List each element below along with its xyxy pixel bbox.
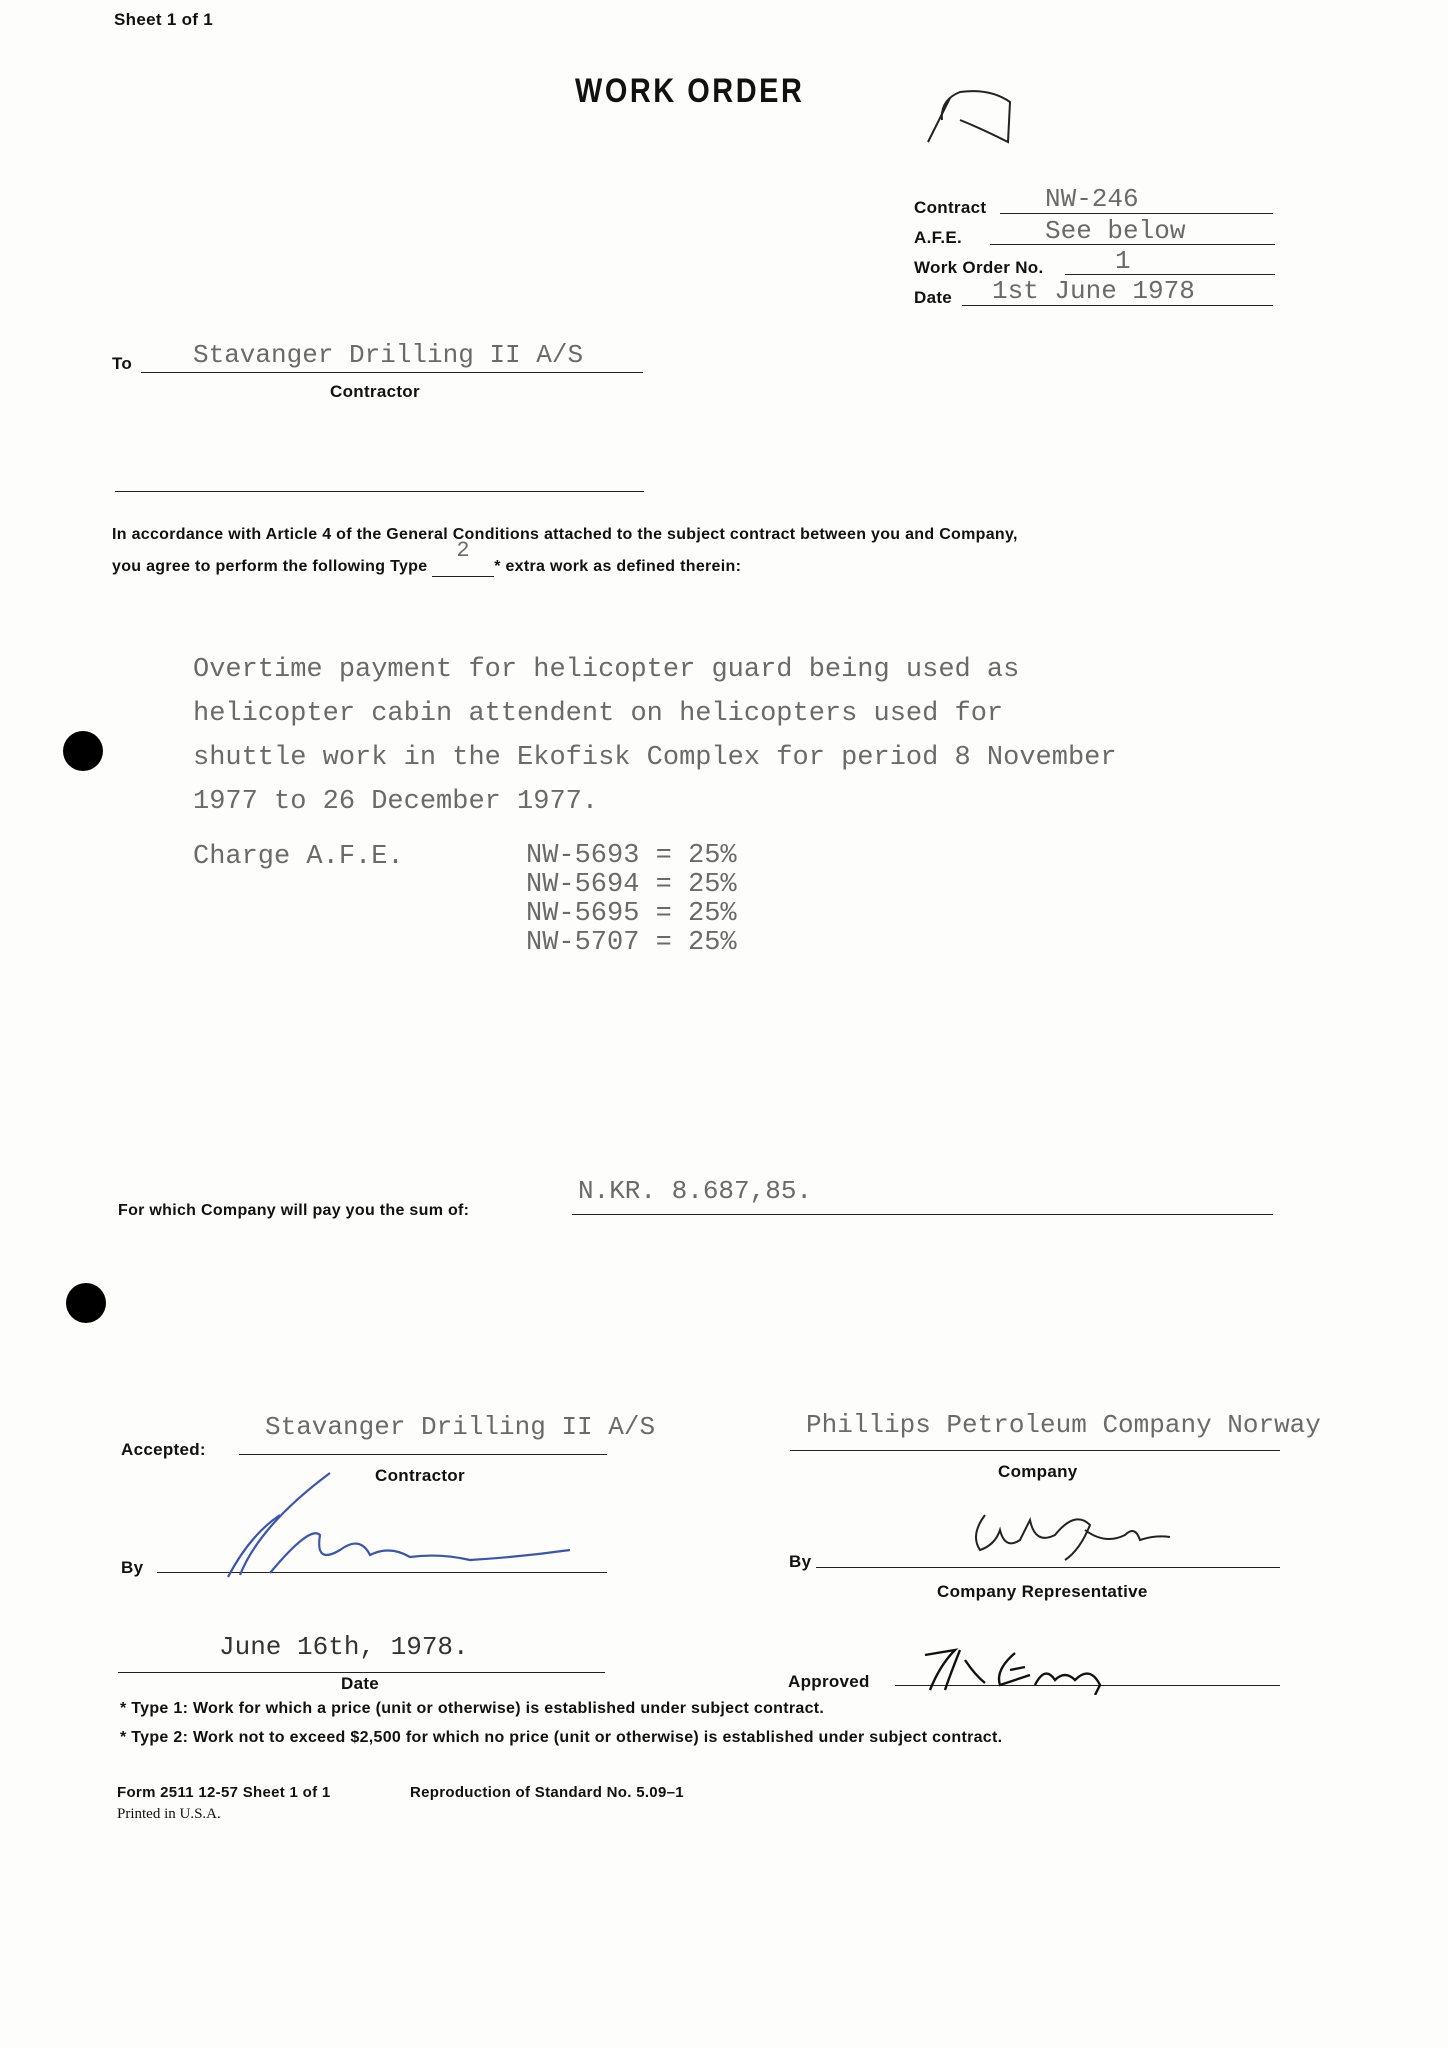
to-contractor-caption: Contractor: [330, 382, 420, 401]
charge-afe-list: [526, 842, 737, 958]
contract-value: NW-246: [1045, 184, 1139, 214]
contractor-signature: [220, 1465, 580, 1590]
afe-item: NW-5695 = 25%: [526, 899, 737, 929]
form-number: Form 2511 12-57 Sheet 1 of 1: [117, 1784, 331, 1801]
type-value: 2: [456, 538, 470, 563]
printed-in: Printed in U.S.A.: [117, 1806, 221, 1822]
footnote-type-2: * Type 2: Work not to exceed $2,500 for which no price (unit or otherwise) is established under subject contract.: [120, 1729, 1003, 1746]
afe-item: NW-5693 = 25%: [526, 841, 737, 871]
payment-amount: N.KR. 8.687,85.: [578, 1176, 813, 1206]
punch-hole: [66, 1283, 106, 1323]
to-contractor-value: Stavanger Drilling II A/S: [193, 340, 584, 370]
description-line: helicopter cabin attendent on helicopters used for: [193, 699, 1004, 729]
description-line: 1977 to 26 December 1977.: [193, 787, 599, 817]
punch-hole: [63, 731, 103, 771]
intro-line-2: [112, 538, 742, 577]
work-description: [193, 648, 1117, 824]
company-value: Phillips Petroleum Company Norway: [806, 1410, 1321, 1440]
page-title: WORK ORDER: [575, 72, 805, 110]
accepted-contractor-value: Stavanger Drilling II A/S: [265, 1412, 656, 1442]
intro-text-post: * extra work as defined therein:: [494, 558, 742, 575]
afe-item: NW-5694 = 25%: [526, 870, 737, 900]
company-by-label: By: [789, 1552, 812, 1571]
approved-label: Approved: [788, 1672, 870, 1691]
to-label: To: [112, 354, 133, 373]
footnote-type-1: * Type 1: Work for which a price (unit or otherwise) is established under subject contract.: [120, 1700, 825, 1717]
initials-mark: [920, 80, 1020, 150]
company-caption: Company: [998, 1462, 1078, 1481]
afe-label: A.F.E.: [914, 228, 963, 247]
company-representative-caption: Company Representative: [937, 1582, 1148, 1601]
work-order-label: Work Order No.: [914, 258, 1044, 277]
date-value: 1st June 1978: [992, 276, 1195, 306]
work-order-value: 1: [1115, 246, 1131, 276]
afe-item: NW-5707 = 25%: [526, 928, 737, 958]
date-caption: Date: [341, 1674, 380, 1693]
sheet-number: Sheet 1 of 1: [114, 10, 214, 29]
intro-line-1: In accordance with Article 4 of the General Conditions attached to the subject contract between you and Company,: [112, 526, 1018, 543]
intro-text: you agree to perform the following Type: [112, 558, 428, 575]
company-representative-signature: [965, 1505, 1215, 1565]
approver-signature: [915, 1645, 1155, 1695]
acceptance-date-value: June 16th, 1978.: [219, 1632, 469, 1662]
contractor-caption: Contractor: [375, 1466, 465, 1485]
charge-afe-label: Charge A.F.E.: [193, 842, 404, 872]
contractor-by-label: By: [121, 1558, 144, 1577]
description-line: shuttle work in the Ekofisk Complex for period 8 November: [193, 743, 1117, 773]
afe-value: See below: [1045, 216, 1186, 246]
contract-label: Contract: [914, 198, 987, 217]
reproduction-standard: Reproduction of Standard No. 5.09–1: [410, 1784, 684, 1801]
accepted-label: Accepted:: [121, 1440, 206, 1459]
description-line: Overtime payment for helicopter guard being used as: [193, 655, 1020, 685]
date-label: Date: [914, 288, 953, 307]
payment-label: For which Company will pay you the sum of:: [118, 1202, 470, 1219]
